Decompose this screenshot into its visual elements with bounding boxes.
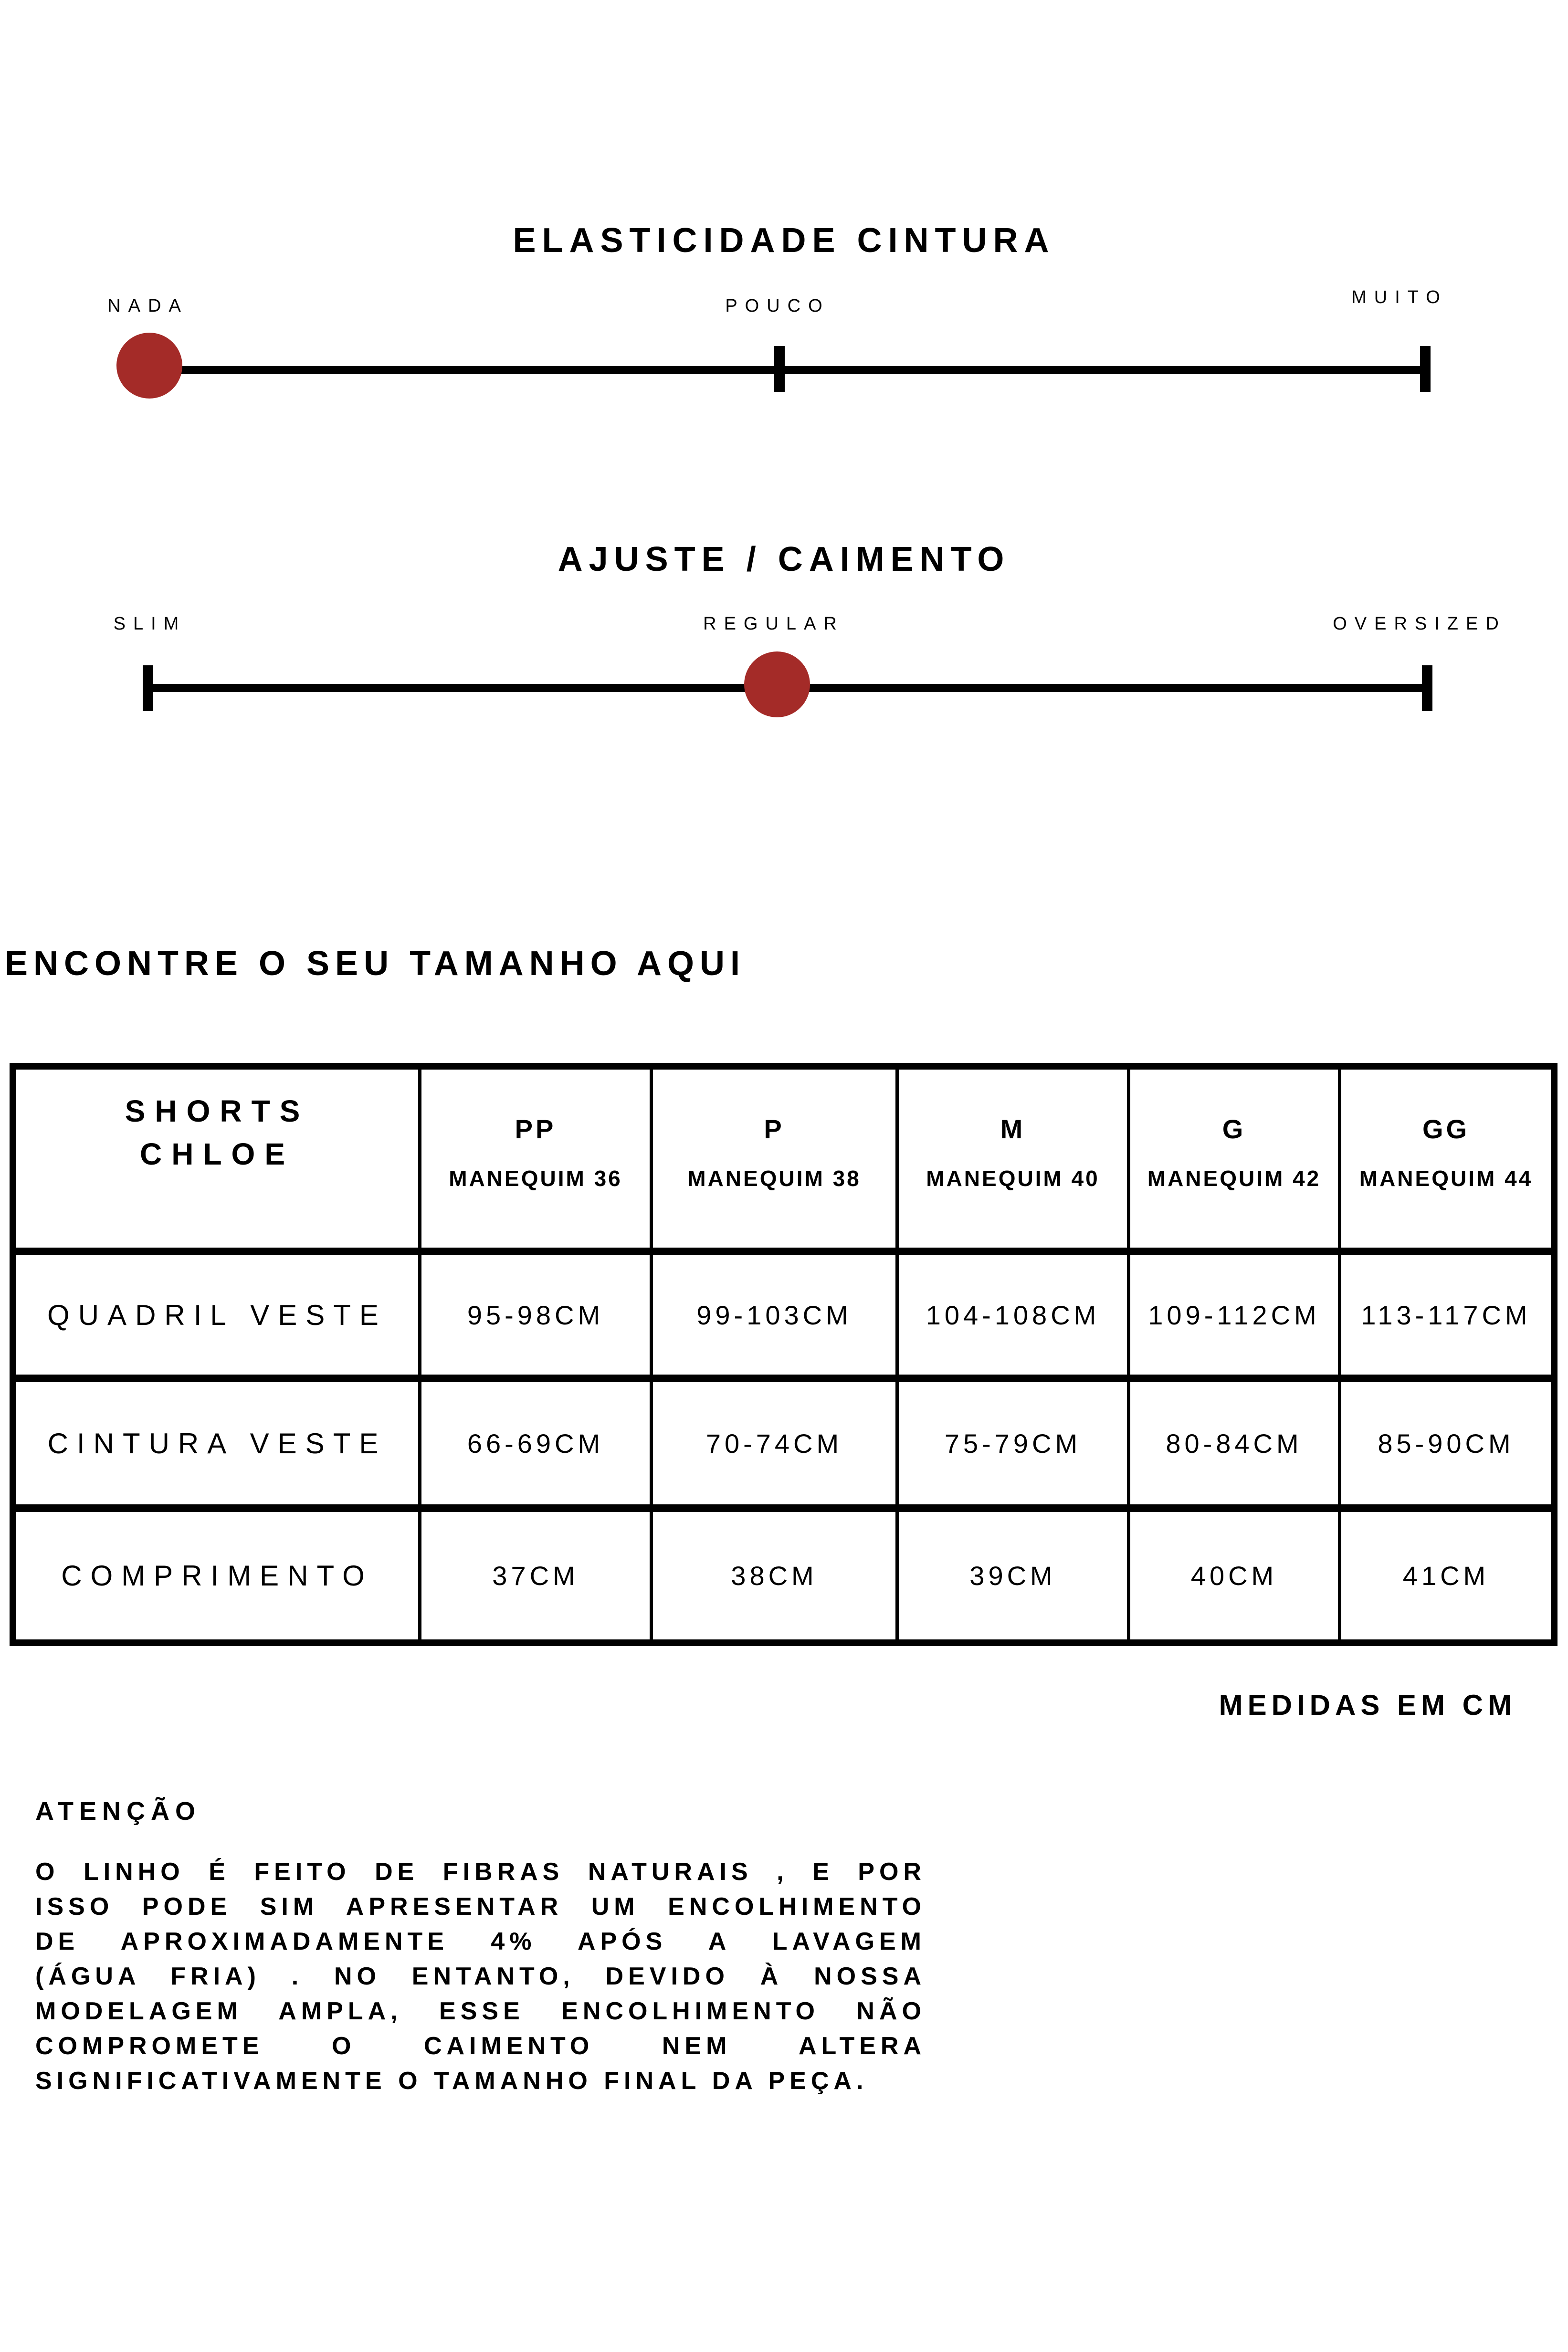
attention-paragraph-line: ISSO PODE SIM APRESENTAR UM ENCOLHIMENTO	[35, 1893, 926, 1921]
mannequin-label: MANEQUIM 44	[1359, 1166, 1533, 1191]
slider-dot-indicator	[744, 651, 810, 717]
size-value-cell: 99-103CM	[653, 1255, 895, 1375]
size-value-cell: 109-112CM	[1130, 1255, 1338, 1375]
size-value-cell: 80-84CM	[1130, 1382, 1338, 1504]
size-label: G	[1222, 1113, 1246, 1144]
slider-track	[149, 366, 1425, 374]
size-value-cell: 113-117CM	[1341, 1255, 1551, 1375]
row-label-comprimento: COMPRIMENTO	[16, 1512, 418, 1639]
slider-label-nada: NADA	[107, 296, 189, 316]
slider-dot-indicator	[116, 333, 182, 399]
attention-paragraph-line: DE APROXIMADAMENTE 4% APÓS A LAVAGEM	[35, 1928, 926, 1955]
product-name-line2: CHLOE	[140, 1136, 295, 1171]
column-header-pp	[421, 1070, 650, 1248]
attention-paragraph-line: (ÁGUA FRIA) . NO ENTANTO, DEVIDO À NOSSA	[35, 1963, 926, 1990]
column-header-m	[899, 1070, 1127, 1248]
size-value-cell: 37CM	[421, 1512, 650, 1639]
waist-elasticity-title: ELASTICIDADE CINTURA	[513, 221, 1055, 260]
column-header-g	[1130, 1070, 1338, 1248]
column-header-p	[653, 1070, 895, 1248]
size-value-cell: 40CM	[1130, 1512, 1338, 1639]
fit-title: AJUSTE / CAIMENTO	[558, 540, 1010, 578]
attention-paragraph-line: SIGNIFICATIVAMENTE O TAMANHO FINAL DA PEÇA.	[35, 2067, 868, 2095]
size-value-cell: 85-90CM	[1341, 1382, 1551, 1504]
mannequin-label: MANEQUIM 36	[449, 1166, 622, 1191]
size-value-cell: 38CM	[653, 1512, 895, 1639]
size-table	[10, 1063, 1557, 1646]
mannequin-label: MANEQUIM 40	[926, 1166, 1100, 1191]
row-label-cintura: CINTURA VESTE	[16, 1382, 418, 1504]
slider-end-tick	[1422, 665, 1432, 711]
size-value-cell: 95-98CM	[421, 1255, 650, 1375]
row-label-quadril: QUADRIL VESTE	[16, 1255, 418, 1375]
attention-paragraph-line: O LINHO É FEITO DE FIBRAS NATURAIS , E POR	[35, 1858, 926, 1886]
attention-paragraph-line: MODELAGEM AMPLA, ESSE ENCOLHIMENTO NÃO	[35, 1997, 926, 2025]
attention-paragraph-line: COMPROMETE O CAIMENTO NEM ALTERA	[35, 2032, 926, 2060]
size-value-cell: 70-74CM	[653, 1382, 895, 1504]
attention-paragraph	[35, 1855, 926, 2099]
size-value-cell: 41CM	[1341, 1512, 1551, 1639]
slider-mid-tick	[774, 346, 785, 392]
attention-heading: ATENÇÃO	[35, 1797, 201, 1826]
slider-end-tick	[1420, 346, 1431, 392]
size-label: PP	[515, 1113, 557, 1144]
size-label: GG	[1422, 1113, 1470, 1144]
size-label: M	[1000, 1113, 1026, 1144]
size-value-cell: 66-69CM	[421, 1382, 650, 1504]
size-finder-heading: ENCONTRE O SEU TAMANHO AQUI	[5, 945, 746, 983]
column-header-gg	[1341, 1070, 1551, 1248]
size-value-cell: 104-108CM	[899, 1255, 1127, 1375]
slider-start-tick	[143, 665, 153, 711]
slider-label-oversized: OVERSIZED	[1333, 614, 1506, 634]
slider-label-pouco: POUCO	[725, 296, 830, 316]
slider-label-regular: REGULAR	[703, 614, 844, 634]
slider-label-muito: MUITO	[1351, 287, 1448, 307]
size-label: P	[764, 1113, 785, 1144]
product-name-cell	[16, 1070, 418, 1248]
mannequin-label: MANEQUIM 38	[687, 1166, 861, 1191]
product-name-line1: SHORTS	[125, 1093, 310, 1128]
size-value-cell: 75-79CM	[899, 1382, 1127, 1504]
size-value-cell: 39CM	[899, 1512, 1127, 1639]
units-note: MEDIDAS EM CM	[1219, 1689, 1516, 1721]
slider-label-slim: SLIM	[113, 614, 187, 634]
mannequin-label: MANEQUIM 42	[1147, 1166, 1321, 1191]
